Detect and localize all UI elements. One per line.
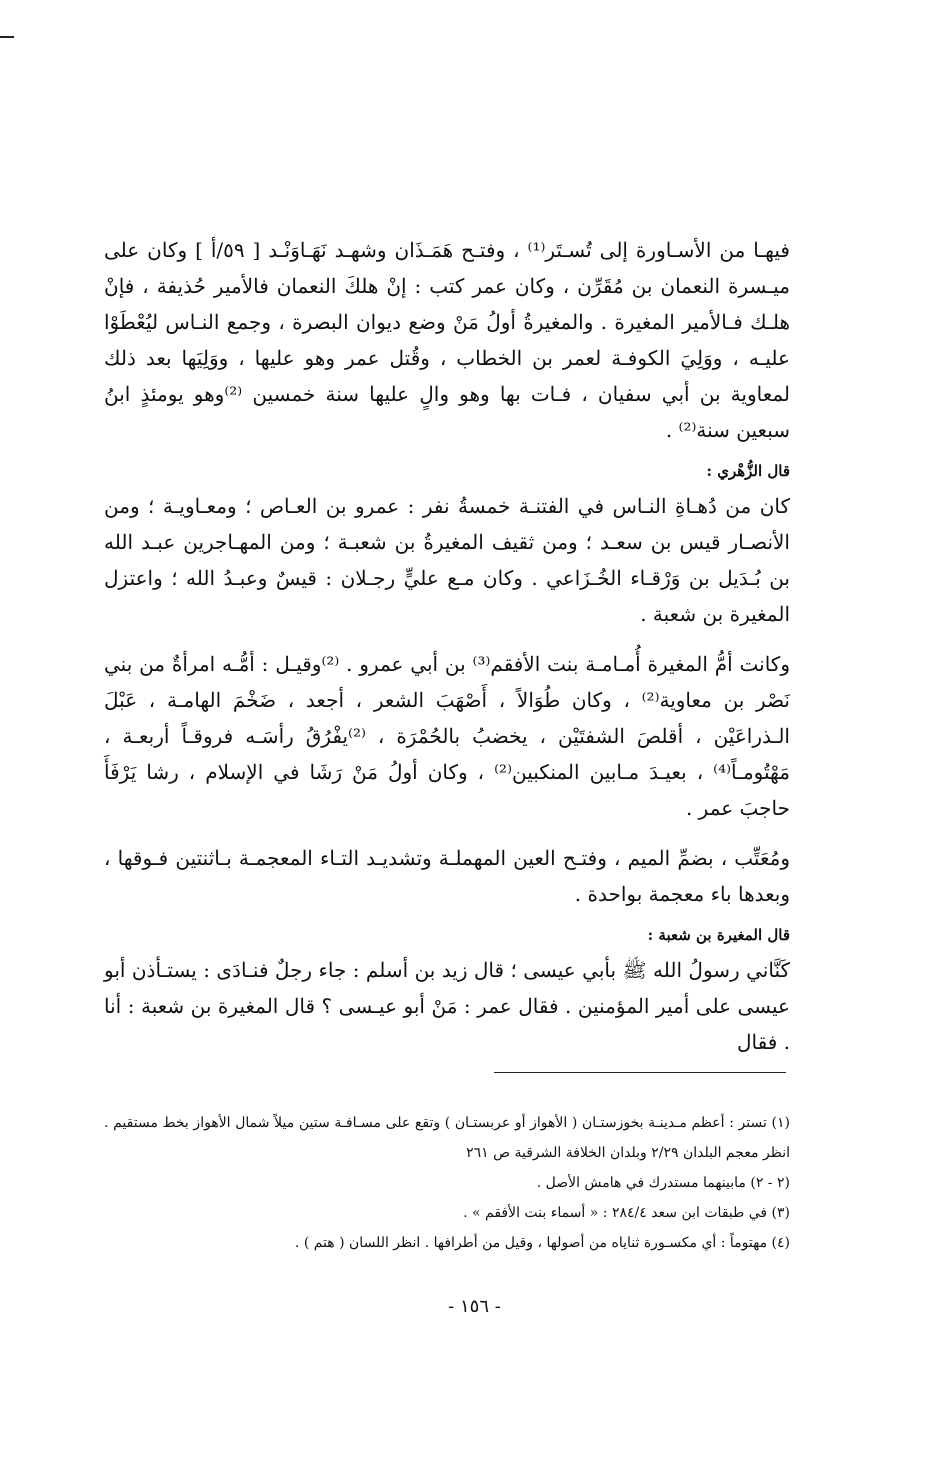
page-number: - ١٥٦ - [448, 1296, 501, 1317]
footnote-4: (٤) مهتوماً : أي مكسـورة ثناياه من أصولها ، وقيل من أطرافها . انظر اللسان ( هتم ) . [294, 1235, 790, 1251]
paragraph-3: وكانت أمُّ المغيرة أُمـامـة بنت الأفقم⁽³⁾ بن أبي عمرو . ⁽²⁾وقيـل : أمُّـه امرأةٌ من بني نَصْر بن معاوية⁽²⁾ ، وكان طُوَالاً ، أَصْهَبَ الشعر ، أجعد ، ضَخْمَ الهامـة ، عَبْلَ الـذراعَيْن ، أقلصَ الشفتَيْن ، يخضبُ بالحُمْرَة ، ⁽²⁾يفْرُقُ رأسَـه فروقـاً أربعـة ، مَهْتُومـاً⁽⁴⁾ ، بعيـدَ مـابين المنكبين⁽²⁾ ، وكان أولُ مَنْ رَشَا في الإسلام ، رشا يَرْفَأَ حاجبَ عمر . [104, 652, 790, 820]
paragraph-gap [104, 632, 790, 646]
main-text [104, 232, 790, 1060]
paragraph-4: ومُعَتِّب ، بضمِّ الميم ، وفتـح العين المهملـة وتشديـد التـاء المعجمـة بـاثنتين فـوقها ، وبعدها باء معجمة بواحدة . [104, 846, 790, 906]
footnote-2: (٢ - ٢) مابينهما مستدرك في هامش الأصل . [536, 1175, 790, 1191]
footnote-separator [494, 1072, 786, 1073]
footnote-1: (١) تستر : أعظم مـدينـة بخوزستـان ( الأهواز أو عربستـان ) وتقع على مسـافـة ستين ميلاً شمال الأهواز بخط مستقيم . انظر معجم البلدان ٢/٢٩ وبلدان الخلافة الشرقية ص ٢٦١ [104, 1115, 790, 1161]
paragraph-5: كَنَّاني رسولُ الله ﷺ بأبي عيسى ؛ قال زيد بن أسلم : جاء رجلٌ فنـادَى : يستـأذن أبو عيسى على أمير المؤمنين . فقال عمر : مَنْ أبو عيـسى ؟ قال المغيرة بن شعبة : أنا . فقال [104, 958, 790, 1054]
footnotes [104, 1108, 790, 1258]
heading-mughira: قال المغيرة بن شعبة : [647, 926, 790, 944]
paragraph-2: كان من دُهـاةِ النـاس في الفتنـة خمسةُ نفر : عمرو بن العـاص ؛ ومعـاويـة ؛ ومن الأنصـار قيس بن سعـد ؛ ومن ثقيف المغيرةُ بن شعبـة ؛ ومن المهـاجرين عبـد الله بن بُـدَيل بن وَرْقـاء الخُـزَاعي . وكان مـع عليٍّ رجـلان : قيسٌ وعبـدُ الله ؛ واعتزل المغيرة بن شعبة . [104, 494, 790, 626]
scan-edge-mark [0, 36, 14, 38]
paragraph-1: فيهـا من الأسـاورة إلى تُسـتَر⁽¹⁾ ، وفتـح هَمَـذَان وشهـد نَهَـاوَنْـد [ ٥٩/أ ] وكان على ميـسرة النعمان بن مُقَرِّن ، وكان عمر كتب : إنْ هلكَ النعمان فالأمير حُذيفة ، فإنْ هلـك فـالأمير المغيرة . والمغيرةُ أولُ مَنْ وضع ديوان البصرة ، وجمع النـاس ليُعْطَوْا عليـه ، ووَلِيَ الكوفـة لعمر بن الخطاب ، وقُتل عمر وهو عليها ، ووَلِيَها بعد ذلك لمعاوية بن أبي سفيان ، فـات بها وهو والٍ عليها سنة خمسين ⁽²⁾وهو يومئذٍ ابنُ سبعين سنة⁽²⁾ . [104, 238, 791, 442]
heading-zuhri: قال الزُّهْري : [706, 462, 790, 480]
paragraph-gap [104, 826, 790, 840]
footnote-3: (٣) في طبقات ابن سعد ٢٨٤/٤ : « أسماء بنت الأفقم » . [463, 1205, 790, 1221]
